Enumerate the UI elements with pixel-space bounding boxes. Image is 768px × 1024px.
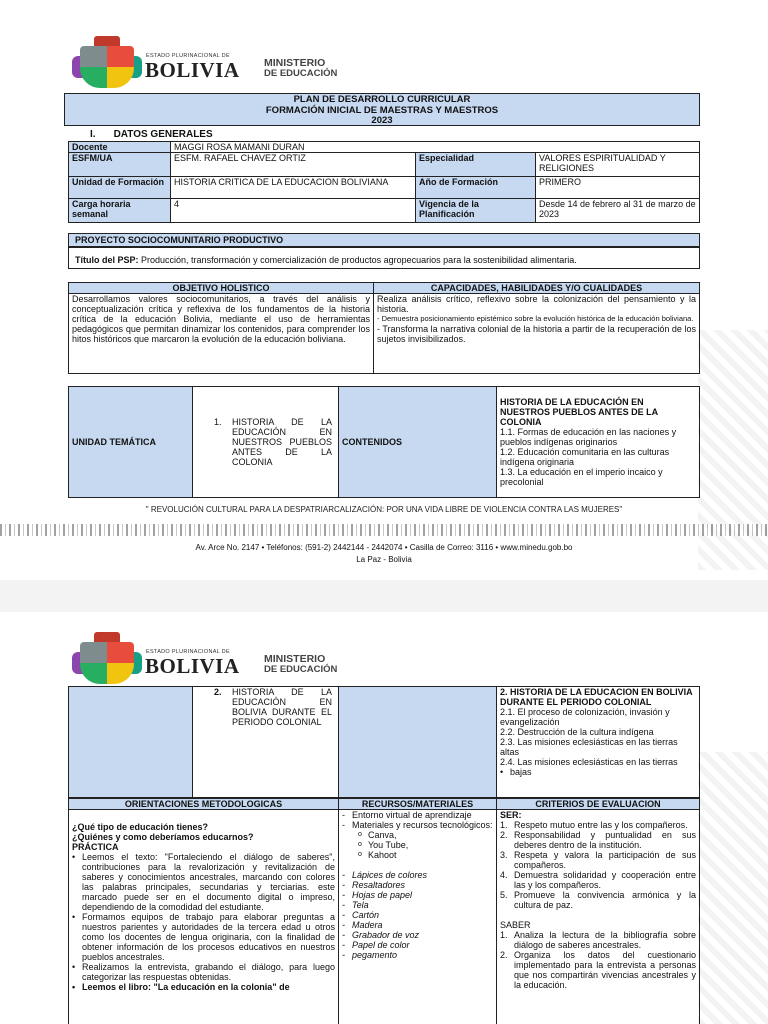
contenidos-list: HISTORIA DE LA EDUCACIÓN EN NUESTROS PUEBLOS ANTES DE LA COLONIA 1.1. Formas de educación en las naciones y pueblos indígenas originarios 1.2. Educación comunitaria en las culturas indígena originaria 1.3. La educación en el imperio incaico y precolonial (497, 387, 700, 498)
capacidades-text: Realiza análisis crítico, reflexivo sobre la colonización del pensamiento y la historia. - Demuestra posicionamiento epistémico sobre la evolución histórica de la educación boliviana. - Transforma la narrativa colonial de la historia a partir de la recuperación de los sujetos invisibilizados. (374, 294, 700, 374)
unidad-tematica-blank (69, 687, 193, 798)
country-name: BOLIVIA (145, 654, 240, 678)
document-title: PLAN DE DESARROLLO CURRICULAR FORMACIÓN INICIAL DE MAESTRAS Y MAESTROS 2023 (64, 93, 700, 126)
coat-of-arms-logo (72, 632, 142, 690)
vigencia-value: Desde 14 de febrero al 31 de marzo de 2023 (536, 199, 700, 223)
recursos-content: - Entorno virtual de aprendizaje - Materiales y recursos tecnológicos: o Canva, o You Tube, o Kahoot - Lápices de colores - Resaltadores - Hojas de papel - Tela - Cartón - Madera - Grabador de voz - Papel de color - pegamento (339, 810, 497, 1024)
coat-of-arms-logo (72, 36, 142, 94)
contenidos-label: CONTENIDOS (339, 387, 497, 498)
esfm-label: ESFM/UA (69, 153, 171, 177)
especialidad-value: VALORES ESPIRITUALIDAD Y RELIGIONES (536, 153, 700, 177)
criterios-heading: CRITERIOS DE EVALUACION (497, 799, 700, 810)
carga-value: 4 (171, 199, 416, 223)
estado-label: ESTADO PLURINACIONAL DE (146, 53, 230, 59)
ministry-line1: MINISTERIO (264, 653, 326, 665)
recursos-heading: RECURSOS/MATERIALES (339, 799, 497, 810)
estado-label: ESTADO PLURINACIONAL DE (146, 649, 230, 655)
contenidos-list-2: 2. HISTORIA DE LA EDUCACION EN BOLIVIA DURANTE EL PERIODO COLONIAL 2.1. El proceso de colonización, invasión y evangelización 2.2. Destrucción de la cultura indígena 2.3. Las misiones eclesiásticas en las tierras altas 2.4. Las misiones eclesiásticas en las tierras • bajas (497, 687, 700, 798)
unidad-tematica-item-2: 2. HISTORIA DE LA EDUCACIÓN EN BOLIVIA DURANTE EL PERIODO COLONIAL (193, 687, 339, 798)
methodology-table (68, 798, 700, 1024)
unidad-tematica-item: 1. HISTORIA DE LA EDUCACIÓN EN NUESTROS PUEBLOS ANTES DE LA COLONIA (193, 387, 339, 498)
decorative-border-right (698, 752, 768, 1024)
ministry-line1: MINISTERIO (264, 57, 326, 69)
page-gap (0, 580, 768, 612)
footer-city: La Paz - Bolivia (356, 555, 412, 564)
page-2 (0, 612, 768, 1024)
ministry-line2: DE EDUCACIÓN (264, 664, 338, 675)
anio-value: PRIMERO (536, 177, 700, 199)
objetivo-table (68, 282, 700, 374)
unidad-value: HISTORIA CRITICA DE LA EDUCACION BOLIVIANA (171, 177, 416, 199)
vigencia-label: Vigencia de la Planificación (416, 199, 536, 223)
orientaciones-content: ¿Qué tipo de educación tienes? ¿Quiénes y como deberíamos educarnos? PRÁCTICA • Leemos el texto: "Fortaleciendo el diálogo de saberes", contribuciones para la revalorización y revitalización de saberes y conocimientos ancestrales, marcando con colores las palabras principales, secundarias y terciarias. este marcado puede ser en el documento digital o impreso, dependiendo de la comodidad del estudiante. • Formamos equipos de trabajo para elaborar preguntas a nuestros parientes y autoridades de la tercera edad u otros como los docentes de lengua originaria, con la finalidad de obtener información de los procesos educativos en nuestros pueblos ancestrales. • Realizamos la entrevista, grabando el diálogo, para luego categorizar las respuestas obtenidas. • Leemos el libro: "La educación en la colonia" de (69, 810, 339, 1024)
psp-title: Título del PSP: Producción, transformación y comercialización de productos agropecuarios para la sostenibilidad alimentaria. (68, 247, 700, 269)
footer-quote: " REVOLUCIÓN CULTURAL PARA LA DESPATRIARCALIZACIÓN: POR UNA VIDA LIBRE DE VIOLENCIA CONTRA LAS MUJERES" (145, 505, 623, 514)
unidad-tematica-label: UNIDAD TEMÁTICA (69, 387, 193, 498)
esfm-value: ESFM. RAFAEL CHAVEZ ORTIZ (171, 153, 416, 177)
decorative-strip (0, 524, 768, 536)
ministry-line2: DE EDUCACIÓN (264, 68, 338, 79)
objetivo-text: Desarrollamos valores sociocomunitarios, a través del análisis y conceptualización crítica y reflexiva de los fundamentos de la historia crítica de la educación Bolivia, mediante el uso de herramientas pedagógicos que permitan dinamizar los contenidos, para comprender los hitos históricos que marcaron la evolución de la educación boliviana. (69, 294, 374, 374)
footer-address: Av. Arce No. 2147 • Teléfonos: (591-2) 2442144 - 2442074 • Casilla de Correo: 3116 • www.minedu.gob.bo (195, 543, 573, 552)
contenidos-blank (339, 687, 497, 798)
section-title-datos-generales: I. DATOS GENERALES (90, 129, 213, 140)
capacidades-heading: CAPACIDADES, HABILIDADES Y/O CUALIDADES (374, 283, 700, 294)
unidad-label: Unidad de Formación (69, 177, 171, 199)
docente-label: Docente (69, 142, 171, 153)
unidad-tematica-table (68, 386, 700, 498)
country-name: BOLIVIA (145, 58, 240, 82)
unidad-tematica-table-2 (68, 686, 700, 798)
orientaciones-heading: ORIENTACIONES METODOLOGICAS (69, 799, 339, 810)
criterios-content: SER: 1. Respeto mutuo entre las y los compañeros. 2. Responsabilidad y puntualidad en sus deberes dentro de la institución. 3. Respeta y valora la participación de sus compañeros. 4. Demuestra solidaridad y cooperación entre las y los compañeros. 5. Promueve la convivencia armónica y la cultura de paz. SABER 1. Analiza la lectura de la bibliografía sobre diálogo de saberes ancestrales. 2. Organiza los datos del cuestionario implementado para la entrevista a personas que nos compartirán vivencias ancestrales y la educación. (497, 810, 700, 1024)
carga-label: Carga horaria semanal (69, 199, 171, 223)
objetivo-heading: OBJETIVO HOLISTICO (69, 283, 374, 294)
psp-heading: PROYECTO SOCIOCOMUNITARIO PRODUCTIVO (68, 233, 700, 247)
docente-value: MAGGI ROSA MAMANI DURAN (171, 142, 700, 153)
especialidad-label: Especialidad (416, 153, 536, 177)
anio-label: Año de Formación (416, 177, 536, 199)
general-data-table (68, 141, 700, 223)
